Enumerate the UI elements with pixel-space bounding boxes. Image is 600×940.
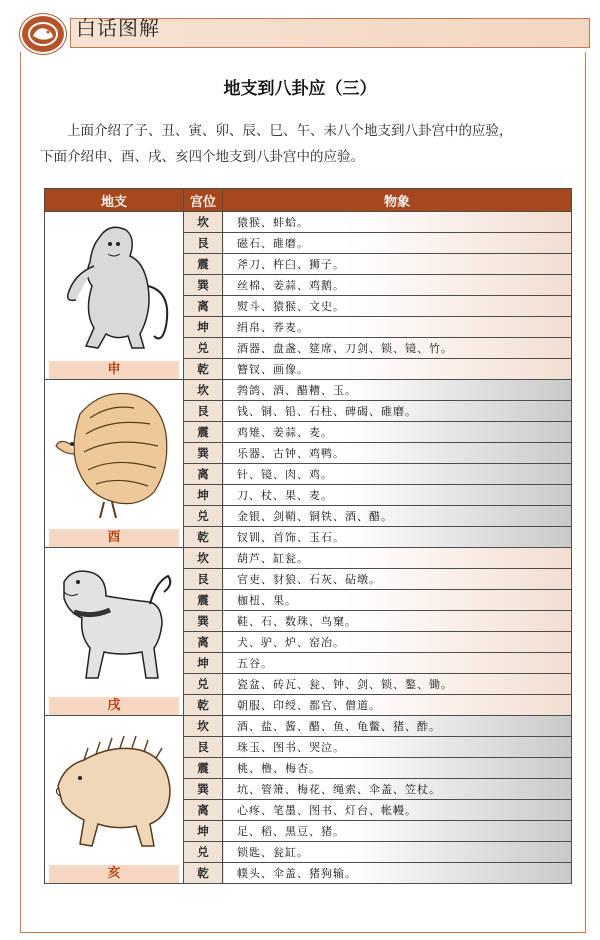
gongwei-cell: 艮 — [184, 737, 223, 758]
gongwei-cell: 坎 — [184, 548, 223, 569]
gongwei-cell: 坤 — [184, 821, 223, 842]
wuxiang-cell: 绢帛、荞麦。 — [223, 317, 572, 338]
intro-line-1: 上面介绍了子、丑、寅、卯、辰、巳、午、未八个地支到八卦宫中的应验， — [67, 123, 513, 139]
wuxiang-cell: 簪钗、画像。 — [223, 359, 572, 380]
gongwei-cell: 离 — [184, 464, 223, 485]
dizhi-cell — [45, 548, 184, 716]
wuxiang-cell: 枷杻、果。 — [223, 590, 572, 611]
intro-text — [40, 118, 565, 170]
gongwei-cell: 震 — [184, 422, 223, 443]
header-dizhi: 地支 — [45, 189, 184, 212]
wuxiang-cell: 金银、剑鞘、铜铁、酒、醋。 — [223, 506, 572, 527]
tiger-emblem-icon — [20, 14, 66, 54]
gongwei-cell: 巽 — [184, 611, 223, 632]
gongwei-cell: 兑 — [184, 674, 223, 695]
dizhi-label: 申 — [49, 361, 179, 379]
boar-illustration — [50, 720, 178, 862]
gongwei-cell: 坎 — [184, 716, 223, 737]
wuxiang-cell: 熨斗、猿猴、文史。 — [223, 296, 572, 317]
gongwei-cell: 坎 — [184, 212, 223, 233]
gongwei-cell: 乾 — [184, 863, 223, 884]
gongwei-cell: 乾 — [184, 527, 223, 548]
gongwei-cell: 离 — [184, 296, 223, 317]
wuxiang-cell: 鸡雉、姜蒜、麦。 — [223, 422, 572, 443]
gongwei-cell: 兑 — [184, 842, 223, 863]
gongwei-cell: 离 — [184, 632, 223, 653]
page-title: 地支到八卦应（三） — [223, 79, 377, 99]
wuxiang-cell: 磁石、碓磨。 — [223, 233, 572, 254]
dizhi-cell — [45, 380, 184, 548]
table-row — [45, 548, 572, 569]
table-body — [45, 212, 572, 884]
dizhi-label: 酉 — [49, 529, 179, 547]
wuxiang-cell: 鞋、石、数珠、鸟窠。 — [223, 611, 572, 632]
gongwei-cell: 艮 — [184, 569, 223, 590]
wuxiang-cell: 斧刀、杵臼、狮子。 — [223, 254, 572, 275]
wuxiang-cell: 酒、盐、酱、醋、鱼、龟鳖、猪、酢。 — [223, 716, 572, 737]
gongwei-cell: 离 — [184, 800, 223, 821]
gongwei-cell: 兑 — [184, 338, 223, 359]
gongwei-cell: 乾 — [184, 359, 223, 380]
gongwei-cell: 坤 — [184, 317, 223, 338]
dizhi-cell — [45, 716, 184, 884]
wuxiang-cell: 朝服、印绶、都官、僧道。 — [223, 695, 572, 716]
gongwei-cell: 巽 — [184, 779, 223, 800]
gongwei-cell: 巽 — [184, 275, 223, 296]
dizhi-cell — [45, 212, 184, 380]
phoenix-illustration — [50, 384, 178, 526]
wuxiang-cell: 猿猴、蚌蛤。 — [223, 212, 572, 233]
wuxiang-cell: 葫芦、缸瓮。 — [223, 548, 572, 569]
wuxiang-cell: 心疼、笔墨、图书、灯台、帐幔。 — [223, 800, 572, 821]
gongwei-cell: 艮 — [184, 233, 223, 254]
wuxiang-cell: 珠玉、图书、哭泣。 — [223, 737, 572, 758]
gongwei-cell: 坎 — [184, 380, 223, 401]
wuxiang-cell: 幞头、伞盖、猪狗输。 — [223, 863, 572, 884]
table-row — [45, 212, 572, 233]
wuxiang-cell: 钗钏、首饰、玉石。 — [223, 527, 572, 548]
wuxiang-cell: 鹁鸽、酒、醋糟、玉。 — [223, 380, 572, 401]
gongwei-cell: 巽 — [184, 443, 223, 464]
gongwei-cell: 坤 — [184, 485, 223, 506]
dog-illustration — [50, 552, 178, 694]
header-gongwei: 宫位 — [184, 189, 223, 212]
wuxiang-cell: 刀、杖、果、麦。 — [223, 485, 572, 506]
gongwei-cell: 震 — [184, 758, 223, 779]
gongwei-cell: 震 — [184, 254, 223, 275]
wuxiang-cell: 酒器、盘盏、筵席、刀剑、锁、镜、竹。 — [223, 338, 572, 359]
wuxiang-cell: 足、稻、黑豆、猪。 — [223, 821, 572, 842]
gongwei-cell: 乾 — [184, 695, 223, 716]
wuxiang-cell: 坑、管箫、梅花、绳索、伞盖、笠杖。 — [223, 779, 572, 800]
wuxiang-cell: 丝棉、姜蒜、鸡鹅。 — [223, 275, 572, 296]
gongwei-cell: 兑 — [184, 506, 223, 527]
dizhi-label: 戌 — [49, 697, 179, 715]
gongwei-cell: 震 — [184, 590, 223, 611]
wuxiang-cell: 针、镜、肉、鸡。 — [223, 464, 572, 485]
wuxiang-cell: 乐器、古钟、鸡鸭。 — [223, 443, 572, 464]
header-wuxiang: 物象 — [223, 189, 572, 212]
dizhi-label: 亥 — [49, 865, 179, 883]
table-row — [45, 380, 572, 401]
gongwei-cell: 艮 — [184, 401, 223, 422]
wuxiang-cell: 官吏、豺狼、石灰、砧墩。 — [223, 569, 572, 590]
header-title: 白话图解 — [76, 16, 160, 40]
wuxiang-cell: 锁匙、瓮缸。 — [223, 842, 572, 863]
monkey-illustration — [54, 216, 174, 358]
correspondence-table — [44, 188, 572, 884]
wuxiang-cell: 钱、铜、铅、石柱、碑碣、碓磨。 — [223, 401, 572, 422]
wuxiang-cell: 五谷。 — [223, 653, 572, 674]
gongwei-cell: 坤 — [184, 653, 223, 674]
table-row — [45, 716, 572, 737]
wuxiang-cell: 瓷盆、砖瓦、瓮、钟、剑、锁、鏊、锄。 — [223, 674, 572, 695]
wuxiang-cell: 犬、驴、炉、窑冶。 — [223, 632, 572, 653]
wuxiang-cell: 桃、橹、梅杏。 — [223, 758, 572, 779]
intro-line-2: 下面介绍申、酉、戌、亥四个地支到八卦宫中的应验。 — [40, 149, 364, 165]
